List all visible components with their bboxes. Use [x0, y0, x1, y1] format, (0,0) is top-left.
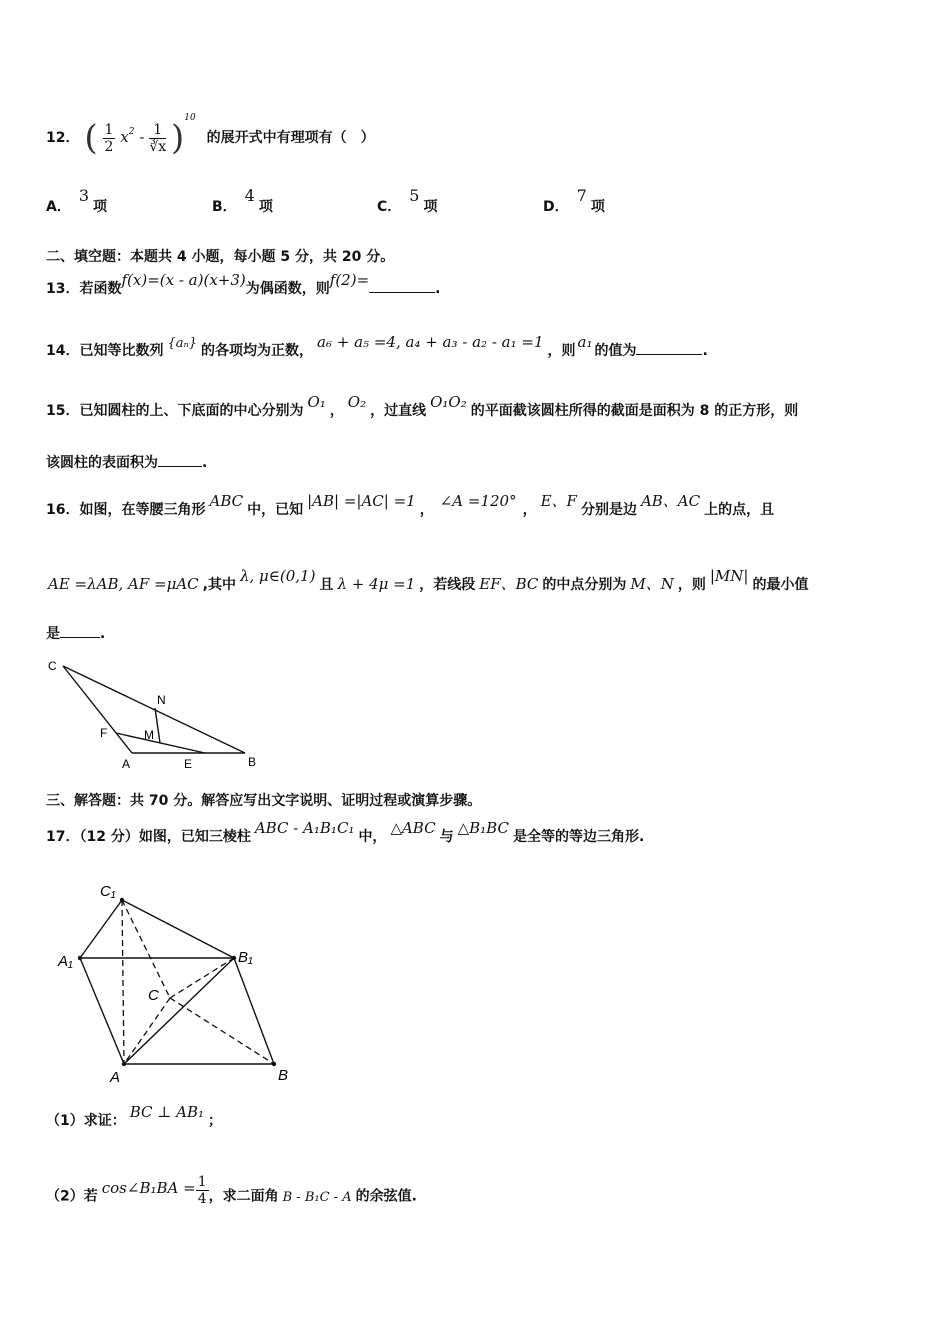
segment-mn — [155, 708, 160, 743]
q14-a1: a₁ — [577, 333, 593, 351]
label-a1: A₁ — [58, 953, 73, 970]
q13-period: . — [435, 281, 441, 297]
q17-text-d: 是全等的等边三角形. — [512, 829, 645, 845]
q15-answer-blank[interactable] — [158, 452, 202, 467]
q17-triangle-abc: △ABC — [390, 819, 436, 837]
q14-text-c: ，则 — [547, 343, 576, 359]
q14-text-b: 的各项均为正数， — [201, 343, 314, 359]
q16-abac: AB、AC — [640, 492, 701, 510]
q16-abs-mn: |MN| — [709, 567, 749, 585]
q16-text-e: 分别是边 — [580, 502, 637, 518]
option-a[interactable]: A．3项 — [46, 186, 108, 215]
fraction-root: $\frac{1}{∛x}$ — [149, 121, 167, 155]
q15-period: . — [202, 455, 208, 471]
label-c1: C₁ — [100, 883, 116, 900]
q17-text-a: 17．（12 分）如图，已知三棱柱 — [46, 829, 251, 845]
q16-text-i: ，若线段 — [419, 577, 476, 593]
q14-period: . — [702, 343, 708, 359]
question-16-line-3 — [46, 623, 105, 643]
q17-p2-angle: B - B₁C - A — [282, 1189, 352, 1205]
q16-cond: λ + 4μ =1 — [337, 575, 416, 593]
q15-text-line2: 该圆柱的表面积为 — [46, 455, 158, 471]
q16-efbc: EF、BC — [479, 575, 539, 593]
q15-text-b: ，过直线 — [370, 403, 427, 419]
label-e: E — [184, 757, 193, 771]
q16-text-l: 的最小值 — [752, 577, 809, 593]
question-13 — [46, 271, 441, 298]
q16-text-a: 16．如图，在等腰三角形 — [46, 502, 206, 518]
question-15 — [46, 393, 799, 420]
option-d[interactable]: D．7项 — [543, 186, 605, 215]
q17-p2-cos: cos∠B₁BA = — [101, 1178, 196, 1197]
q16-triangle-figure — [40, 656, 270, 776]
q16-text-j: 的中点分别为 — [542, 577, 627, 593]
question-16 — [46, 492, 775, 519]
q17-prism: ABC - A₁B₁C₁ — [254, 819, 355, 837]
q13-function: f(x)=(x - a)(x+3) — [121, 271, 246, 289]
q17-text-b: 中， — [358, 829, 387, 845]
left-paren: ( — [84, 118, 98, 158]
q12-number: 12． — [46, 130, 80, 146]
q17-text-c: 与 — [439, 829, 454, 845]
question-16-line-2 — [46, 567, 809, 594]
q16-ef: E、F — [540, 492, 577, 510]
q17-p2-text-a: （2）若 — [46, 1188, 98, 1205]
q15-text-a: 15．已知圆柱的上、下底面的中心分别为 — [46, 403, 304, 419]
label-a: A — [122, 757, 131, 771]
q14-text-d: 的值为 — [594, 343, 637, 359]
label-b1: B₁ — [238, 949, 253, 966]
edge-c1a1 — [80, 900, 122, 958]
label-b: B — [278, 1067, 289, 1084]
q16-angle: ∠A =120° — [439, 492, 517, 510]
q15-sep: ， — [329, 403, 344, 419]
question-12 — [46, 113, 375, 158]
q13-answer-blank[interactable] — [369, 278, 435, 293]
label-a: A — [110, 1069, 121, 1086]
option-c[interactable]: C．5项 — [377, 186, 438, 215]
q12-square: 2 — [128, 127, 135, 137]
dashed-cb — [170, 998, 274, 1064]
q16-text-f: 上的点，且 — [704, 502, 775, 518]
q16-vectors: AE =λAB, AF =μAC — [48, 575, 199, 593]
option-b[interactable]: B．4项 — [212, 186, 273, 215]
q16-text-m: 是 — [46, 626, 60, 642]
label-n: N — [157, 693, 166, 707]
right-paren: ) — [171, 118, 185, 158]
q16-text-k: ，则 — [677, 577, 706, 593]
q17-p1-text: （1）求证： — [46, 1113, 126, 1129]
edge-ab1 — [124, 958, 234, 1064]
q15-o2: O₂ — [347, 393, 367, 411]
q16-abs: |AB| =|AC| =1 — [307, 492, 416, 510]
q12-x: x — [120, 128, 129, 146]
q14-text-a: 14．已知等比数列 — [46, 343, 164, 359]
q14-sequence: {aₙ} — [167, 336, 198, 351]
q15-o1o2: O₁O₂ — [430, 393, 467, 411]
edge-a1a — [80, 958, 124, 1064]
q12-minus: - — [139, 128, 145, 146]
question-17-part-1 — [46, 1103, 223, 1130]
label-m: M — [144, 728, 154, 742]
dashed-ca — [124, 998, 170, 1064]
label-c: C — [148, 987, 159, 1004]
dashed-cb1 — [170, 958, 234, 998]
q17-p2-text-c: 的余弦值. — [355, 1188, 417, 1205]
label-b: B — [248, 755, 257, 769]
q17-p1-end: ； — [208, 1113, 223, 1129]
q15-text-c: 的平面截该圆柱所得的截面是面积为 8 的正方形，则 — [470, 403, 799, 419]
q12-text: 的展开式中有理项有（ ） — [206, 130, 375, 146]
q16-text-b: 中，已知 — [247, 502, 304, 518]
section-2-heading: 二、填空题：本题共 4 小题，每小题 5 分，共 20 分。 — [46, 249, 395, 265]
q16-abc: ABC — [209, 492, 244, 510]
section-3-heading: 三、解答题：共 70 分。解答应写出文字说明、证明过程或演算步骤。 — [46, 793, 482, 809]
label-f: F — [100, 726, 108, 740]
q16-answer-blank[interactable] — [60, 623, 100, 638]
question-17-part-2 — [46, 1174, 417, 1213]
q17-p2-fraction: $\frac{1}{4}$ — [197, 1174, 207, 1207]
q16-text-h: 且 — [319, 577, 334, 593]
question-14 — [46, 333, 708, 360]
q13-text-a: 13．若函数 — [46, 281, 122, 297]
question-17 — [46, 819, 645, 846]
q16-text-c: ， — [419, 502, 434, 518]
q15-o1: O₁ — [307, 393, 326, 411]
edge-b1b — [234, 958, 274, 1064]
fraction-half: $\frac{1}{2}$ — [104, 121, 114, 155]
q16-text-d: ， — [522, 502, 537, 518]
q14-answer-blank[interactable] — [636, 340, 702, 355]
q13-f2: f(2)= — [329, 271, 370, 289]
q16-text-g: ,其中 — [202, 577, 236, 593]
q14-condition: a₆ + a₅ =4, a₄ + a₃ - a₂ - a₁ =1 — [317, 333, 544, 351]
edge-ca — [63, 666, 132, 753]
q17-triangle-b1bc: △B₁BC — [457, 819, 509, 837]
q17-p2-text-b: ，求二面角 — [208, 1188, 279, 1205]
label-c: C — [48, 659, 57, 673]
dashed-c1c — [122, 900, 170, 998]
q17-p1-math: BC ⊥ AB₁ — [129, 1103, 205, 1121]
edge-cb — [63, 666, 245, 753]
q13-text-b: 为偶函数，则 — [245, 281, 330, 297]
edge-c1b1 — [122, 900, 234, 958]
q17-prism-figure — [52, 876, 302, 1086]
q12-exponent: 10 — [184, 113, 196, 123]
question-15-line-2 — [46, 452, 207, 472]
dashed-c1a — [122, 900, 124, 1064]
q16-mn: M、N — [630, 575, 674, 593]
q16-period: . — [100, 626, 106, 642]
q16-lambda-mu: λ, μ∈(0,1) — [239, 567, 316, 585]
